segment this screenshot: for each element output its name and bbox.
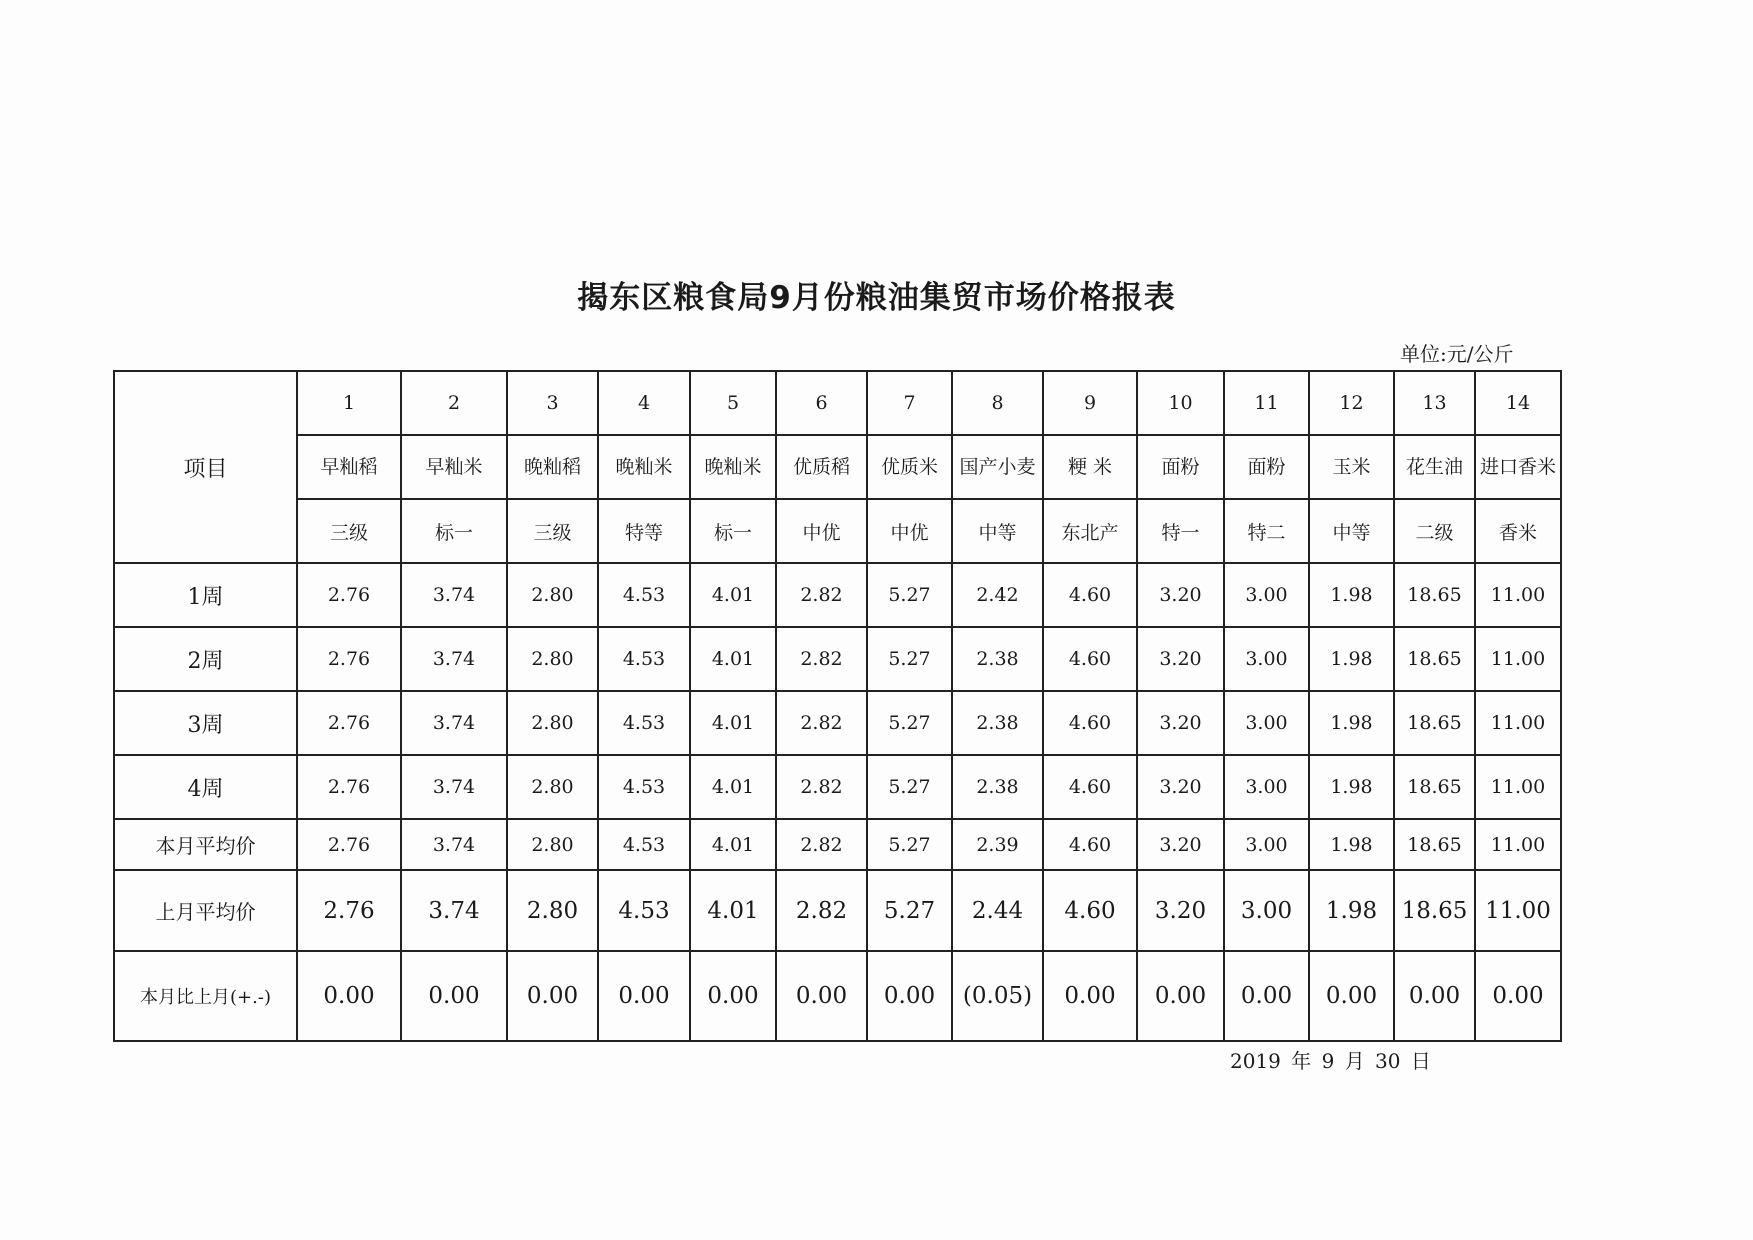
price-cell: 4.60 [1043, 870, 1137, 951]
product-name: 进口香米 [1475, 435, 1561, 499]
product-name: 晚籼米 [598, 435, 690, 499]
price-cell: 11.00 [1475, 870, 1561, 951]
price-cell: 3.20 [1137, 627, 1224, 691]
table-row [114, 563, 1561, 627]
column-number: 3 [507, 371, 598, 435]
price-cell: 0.00 [867, 951, 952, 1041]
price-cell: 2.76 [297, 627, 401, 691]
product-grade: 东北产 [1043, 499, 1137, 563]
price-cell: 4.60 [1043, 563, 1137, 627]
row-label: 本月比上月(+.-) [114, 951, 297, 1041]
product-name: 优质稻 [776, 435, 867, 499]
product-name: 国产小麦 [952, 435, 1043, 499]
price-cell: 2.38 [952, 755, 1043, 819]
header-row-number [114, 371, 1561, 435]
price-cell: 5.27 [867, 563, 952, 627]
product-name: 早籼米 [401, 435, 507, 499]
product-name: 优质米 [867, 435, 952, 499]
price-cell: 1.98 [1309, 870, 1394, 951]
column-number: 11 [1224, 371, 1309, 435]
unit-label: 单位:元/公斤 [1400, 342, 1514, 366]
price-cell: 3.20 [1137, 691, 1224, 755]
price-cell: 18.65 [1394, 755, 1475, 819]
price-cell: 18.65 [1394, 870, 1475, 951]
price-cell: 4.53 [598, 870, 690, 951]
column-number: 10 [1137, 371, 1224, 435]
price-cell: 11.00 [1475, 627, 1561, 691]
price-cell: 2.76 [297, 755, 401, 819]
row-label: 本月平均价 [114, 819, 297, 870]
price-cell: 2.39 [952, 819, 1043, 870]
table-row [114, 627, 1561, 691]
price-cell: 5.27 [867, 691, 952, 755]
column-number: 13 [1394, 371, 1475, 435]
price-cell: 4.53 [598, 563, 690, 627]
price-cell: 4.60 [1043, 627, 1137, 691]
price-cell: 4.60 [1043, 755, 1137, 819]
price-cell: 2.76 [297, 870, 401, 951]
price-cell: 1.98 [1309, 755, 1394, 819]
column-number: 12 [1309, 371, 1394, 435]
product-grade: 中优 [776, 499, 867, 563]
price-cell: 3.20 [1137, 755, 1224, 819]
price-cell: 0.00 [401, 951, 507, 1041]
price-cell: 2.76 [297, 819, 401, 870]
price-cell: 11.00 [1475, 563, 1561, 627]
price-cell: 0.00 [690, 951, 776, 1041]
price-cell: 4.53 [598, 819, 690, 870]
price-cell: 0.00 [598, 951, 690, 1041]
price-cell: 0.00 [1137, 951, 1224, 1041]
product-grade: 香米 [1475, 499, 1561, 563]
price-cell: 2.76 [297, 563, 401, 627]
price-cell: 3.74 [401, 819, 507, 870]
product-grade: 二级 [1394, 499, 1475, 563]
column-number: 1 [297, 371, 401, 435]
product-grade: 特等 [598, 499, 690, 563]
row-label: 4周 [114, 755, 297, 819]
price-cell: 1.98 [1309, 563, 1394, 627]
price-cell: 4.60 [1043, 819, 1137, 870]
product-grade: 中等 [952, 499, 1043, 563]
price-cell: 4.01 [690, 627, 776, 691]
table-row [114, 691, 1561, 755]
price-cell: 3.20 [1137, 563, 1224, 627]
price-cell: 2.82 [776, 627, 867, 691]
product-name: 花生油 [1394, 435, 1475, 499]
column-number: 14 [1475, 371, 1561, 435]
price-cell: 3.00 [1224, 691, 1309, 755]
product-name: 晚籼米 [690, 435, 776, 499]
price-cell: 4.53 [598, 691, 690, 755]
product-name: 晚籼稻 [507, 435, 598, 499]
price-cell: 3.74 [401, 870, 507, 951]
product-grade: 三级 [297, 499, 401, 563]
row-label: 1周 [114, 563, 297, 627]
price-cell: 3.74 [401, 691, 507, 755]
price-cell: 3.20 [1137, 819, 1224, 870]
price-cell: 4.01 [690, 691, 776, 755]
column-number: 5 [690, 371, 776, 435]
product-grade: 中优 [867, 499, 952, 563]
product-name: 面粉 [1137, 435, 1224, 499]
price-cell: 0.00 [776, 951, 867, 1041]
price-cell: 2.44 [952, 870, 1043, 951]
price-cell: 3.74 [401, 563, 507, 627]
price-cell: 3.20 [1137, 870, 1224, 951]
price-cell: 0.00 [1394, 951, 1475, 1041]
price-cell: 18.65 [1394, 627, 1475, 691]
price-cell: 4.01 [690, 755, 776, 819]
price-cell: 4.01 [690, 819, 776, 870]
product-name: 早籼稻 [297, 435, 401, 499]
column-number: 2 [401, 371, 507, 435]
price-cell: 2.76 [297, 691, 401, 755]
product-grade: 特一 [1137, 499, 1224, 563]
table-row [114, 870, 1561, 951]
price-cell: 2.80 [507, 755, 598, 819]
price-cell: 2.80 [507, 870, 598, 951]
price-cell: 3.74 [401, 755, 507, 819]
price-cell: 5.27 [867, 627, 952, 691]
product-name: 面粉 [1224, 435, 1309, 499]
price-cell: 2.82 [776, 870, 867, 951]
price-cell: 5.27 [867, 755, 952, 819]
price-cell: 2.80 [507, 627, 598, 691]
price-cell: 0.00 [1043, 951, 1137, 1041]
product-name: 玉米 [1309, 435, 1394, 499]
price-cell: 2.38 [952, 691, 1043, 755]
row-label: 上月平均价 [114, 870, 297, 951]
product-grade: 三级 [507, 499, 598, 563]
price-cell: 1.98 [1309, 819, 1394, 870]
table-row [114, 951, 1561, 1041]
price-cell: 4.60 [1043, 691, 1137, 755]
price-cell: 3.74 [401, 627, 507, 691]
price-cell: 0.00 [1224, 951, 1309, 1041]
product-name: 粳 米 [1043, 435, 1137, 499]
item-header: 项目 [114, 371, 297, 563]
price-cell: 0.00 [1309, 951, 1394, 1041]
price-cell: 2.80 [507, 563, 598, 627]
price-cell: 3.00 [1224, 819, 1309, 870]
price-cell: (0.05) [952, 951, 1043, 1041]
row-label: 3周 [114, 691, 297, 755]
price-cell: 0.00 [507, 951, 598, 1041]
header-row-product [114, 435, 1561, 499]
price-cell: 2.82 [776, 563, 867, 627]
header-row-grade [114, 499, 1561, 563]
price-cell: 3.00 [1224, 870, 1309, 951]
price-cell: 2.82 [776, 691, 867, 755]
price-cell: 11.00 [1475, 691, 1561, 755]
price-cell: 2.80 [507, 819, 598, 870]
column-number: 6 [776, 371, 867, 435]
price-cell: 2.42 [952, 563, 1043, 627]
product-grade: 特二 [1224, 499, 1309, 563]
price-cell: 4.53 [598, 755, 690, 819]
price-cell: 4.53 [598, 627, 690, 691]
price-cell: 2.82 [776, 819, 867, 870]
price-cell: 2.82 [776, 755, 867, 819]
column-number: 7 [867, 371, 952, 435]
price-cell: 2.38 [952, 627, 1043, 691]
price-cell: 11.00 [1475, 819, 1561, 870]
price-cell: 3.00 [1224, 563, 1309, 627]
price-cell: 18.65 [1394, 563, 1475, 627]
price-cell: 3.00 [1224, 755, 1309, 819]
product-grade: 中等 [1309, 499, 1394, 563]
price-cell: 3.00 [1224, 627, 1309, 691]
column-number: 9 [1043, 371, 1137, 435]
price-cell: 0.00 [297, 951, 401, 1041]
price-cell: 4.01 [690, 563, 776, 627]
column-number: 8 [952, 371, 1043, 435]
table-row [114, 819, 1561, 870]
price-cell: 18.65 [1394, 819, 1475, 870]
price-cell: 5.27 [867, 819, 952, 870]
report-date: 2019 年 9 月 30 日 [1230, 1049, 1431, 1073]
price-cell: 1.98 [1309, 691, 1394, 755]
column-number: 4 [598, 371, 690, 435]
table-row [114, 755, 1561, 819]
price-cell: 0.00 [1475, 951, 1561, 1041]
page-title: 揭东区粮食局9月份粮油集贸市场价格报表 [577, 280, 1176, 316]
row-label: 2周 [114, 627, 297, 691]
price-table [113, 370, 1562, 1042]
price-cell: 11.00 [1475, 755, 1561, 819]
product-grade: 标一 [401, 499, 507, 563]
price-cell: 5.27 [867, 870, 952, 951]
price-cell: 18.65 [1394, 691, 1475, 755]
product-grade: 标一 [690, 499, 776, 563]
price-cell: 2.80 [507, 691, 598, 755]
price-cell: 1.98 [1309, 627, 1394, 691]
price-cell: 4.01 [690, 870, 776, 951]
